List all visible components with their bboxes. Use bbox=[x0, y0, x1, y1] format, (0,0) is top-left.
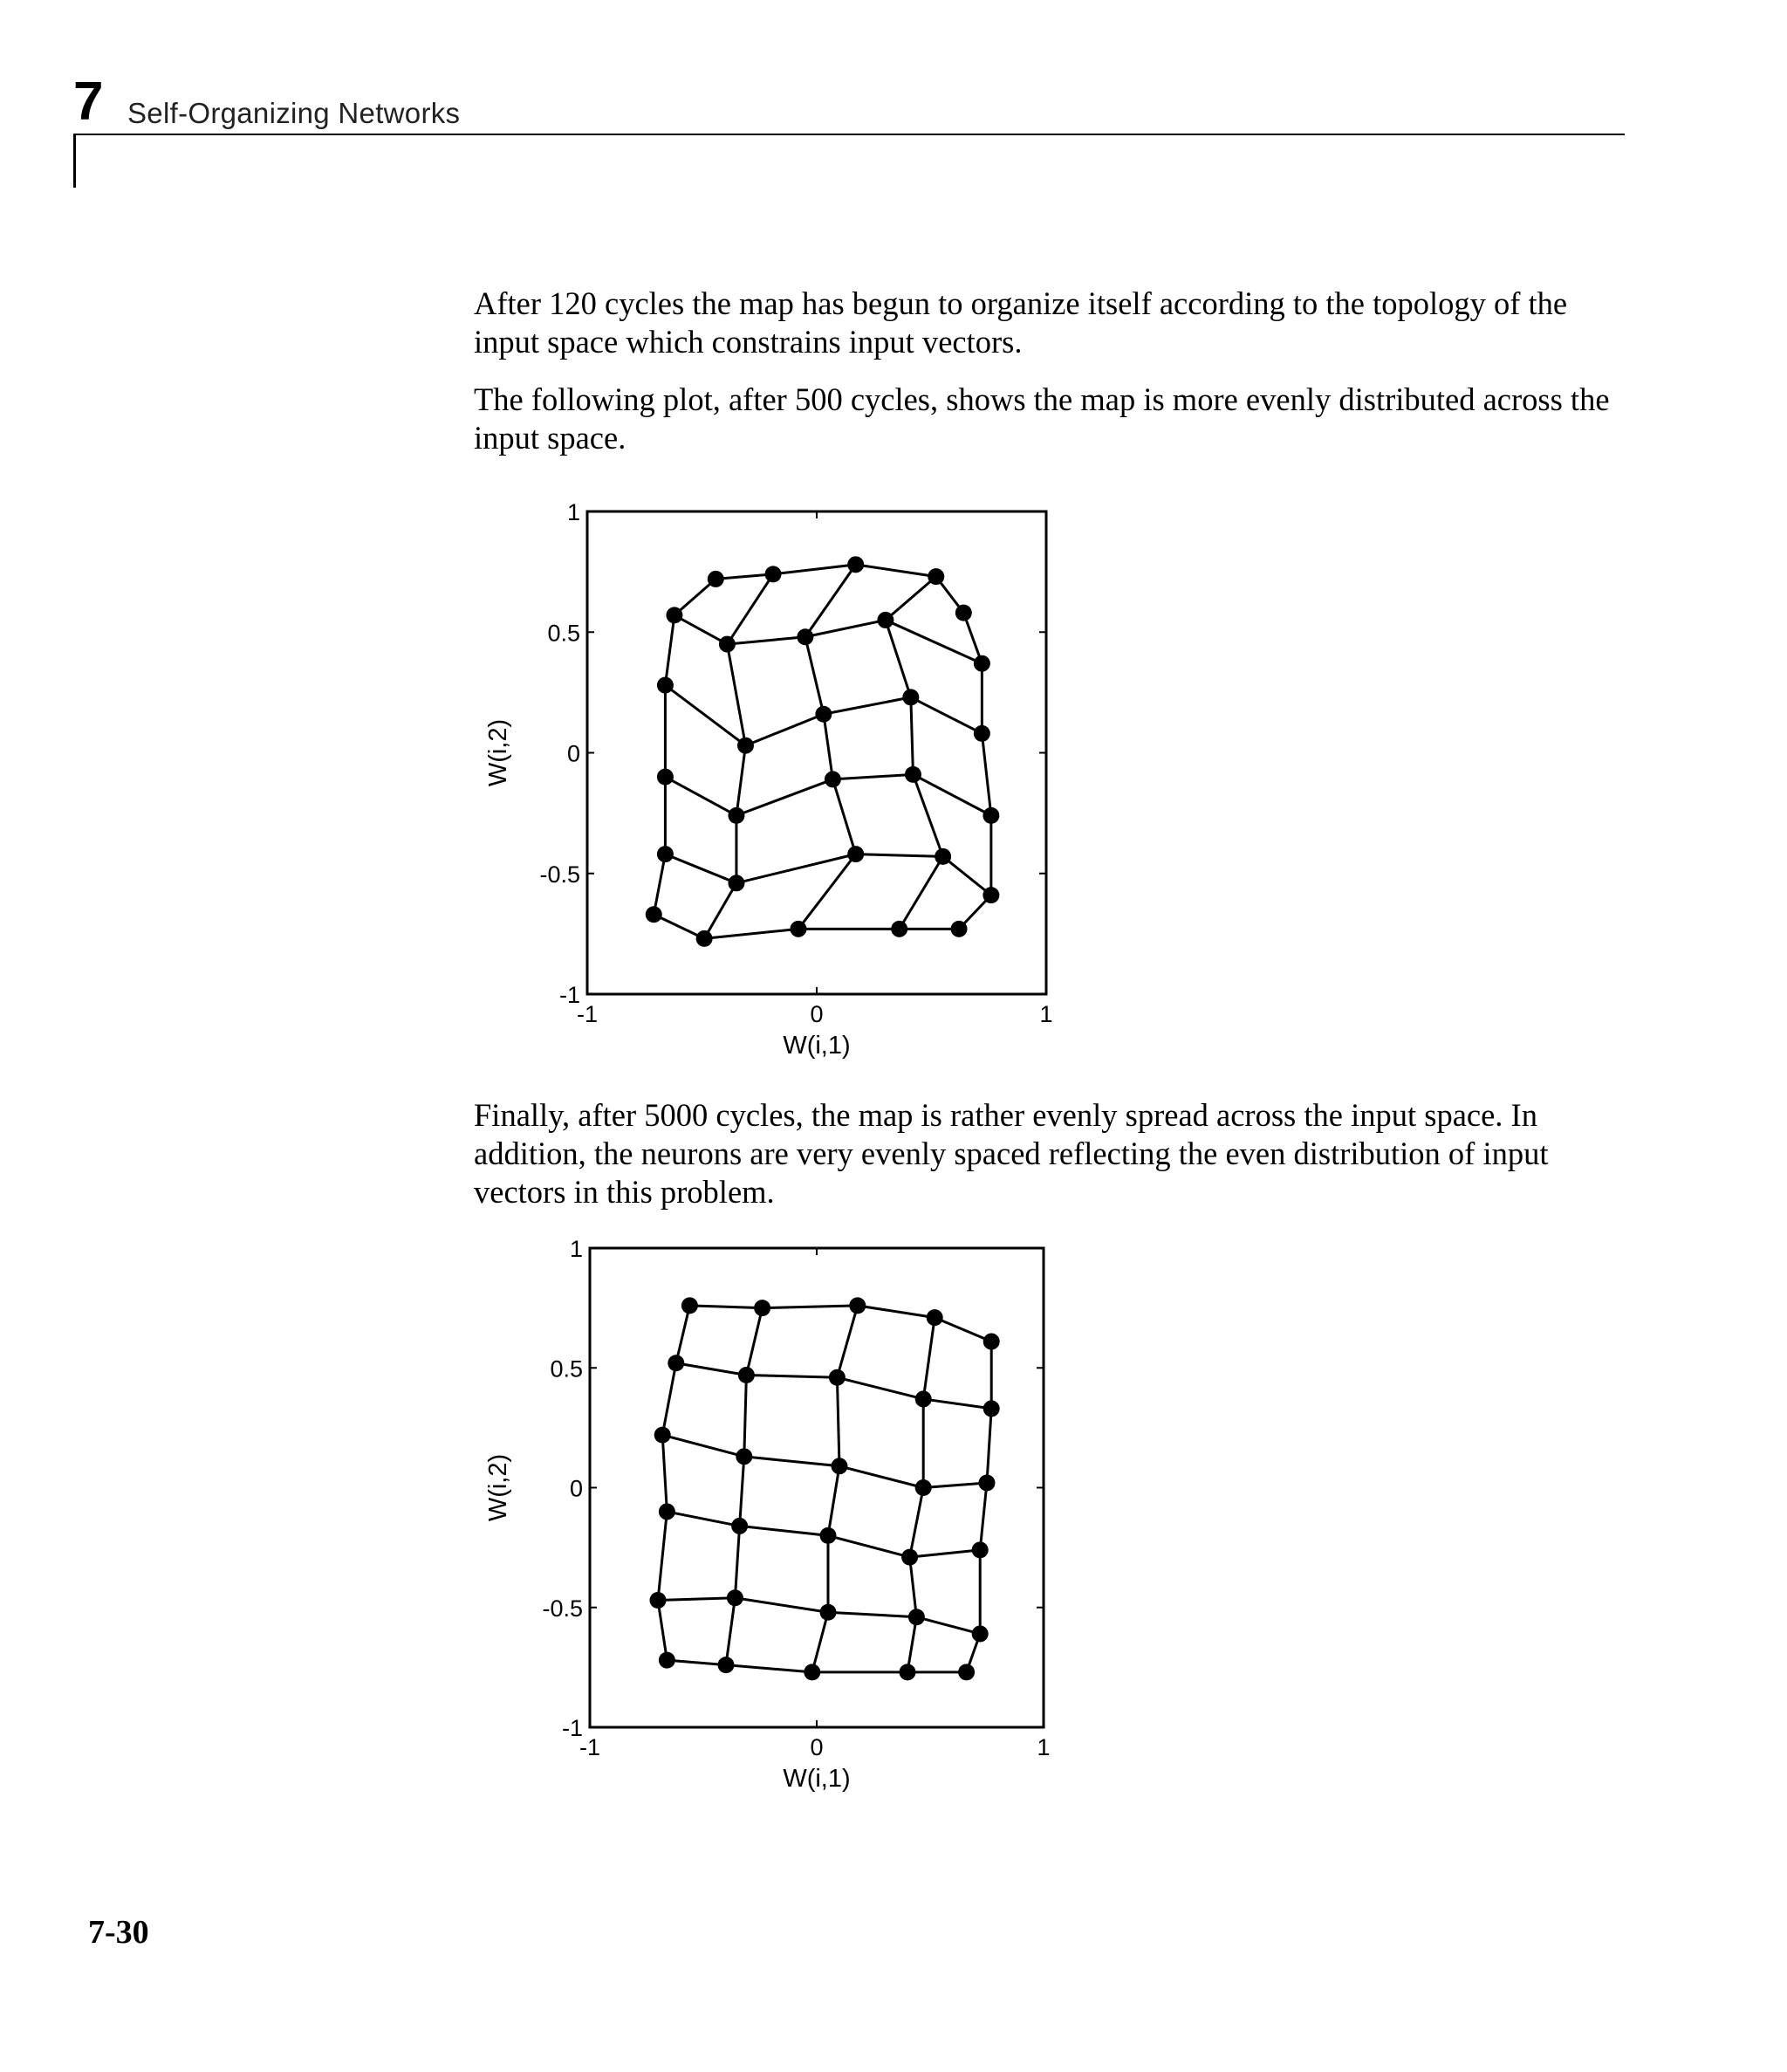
x-tick-label: -1 bbox=[576, 1001, 599, 1027]
som-edge bbox=[735, 1526, 739, 1597]
som-edge bbox=[916, 1617, 980, 1634]
som-neuron bbox=[877, 612, 894, 628]
som-edge bbox=[727, 574, 773, 644]
som-chart-5000 bbox=[471, 1229, 1099, 1822]
som-neuron bbox=[659, 1652, 675, 1669]
x-tick-label: -1 bbox=[579, 1734, 601, 1760]
som-edge bbox=[910, 1550, 981, 1557]
som-edge bbox=[832, 779, 855, 854]
som-neuron bbox=[902, 689, 919, 705]
som-neuron bbox=[727, 1589, 743, 1606]
som-edge bbox=[667, 1512, 739, 1526]
som-neuron bbox=[972, 1625, 989, 1642]
som-edge bbox=[658, 1601, 667, 1661]
y-axis-label: W(i,2) bbox=[484, 1453, 512, 1522]
som-edge bbox=[832, 774, 913, 779]
som-neuron bbox=[825, 771, 841, 787]
som-neuron bbox=[696, 930, 713, 947]
som-neuron bbox=[983, 1334, 1000, 1350]
som-edge bbox=[727, 644, 745, 745]
som-neuron bbox=[657, 677, 674, 694]
som-edge bbox=[980, 1483, 987, 1550]
som-neuron bbox=[797, 628, 813, 645]
som-neuron bbox=[804, 1664, 820, 1680]
som-edge bbox=[828, 1535, 910, 1557]
som-edge bbox=[744, 1457, 839, 1466]
som-neuron bbox=[901, 1549, 918, 1566]
som-edge bbox=[900, 856, 943, 929]
som-edge bbox=[886, 620, 911, 696]
som-neuron bbox=[681, 1297, 698, 1314]
som-neuron bbox=[736, 1448, 752, 1465]
som-neuron bbox=[935, 848, 951, 865]
paragraph-500-cycles: The following plot, after 500 cycles, shows the map is more evenly distributed across the input space. bbox=[474, 381, 1610, 456]
som-edge bbox=[911, 697, 983, 733]
som-edge bbox=[746, 1308, 762, 1376]
som-neuron bbox=[790, 921, 806, 937]
som-edge bbox=[746, 1375, 837, 1377]
som-edge bbox=[982, 733, 991, 815]
som-neuron bbox=[815, 706, 832, 723]
som-edge bbox=[923, 1483, 987, 1487]
som-neuron bbox=[928, 568, 944, 585]
som-edge bbox=[837, 1377, 923, 1399]
som-neuron bbox=[765, 566, 782, 582]
som-edge bbox=[923, 1399, 991, 1409]
som-edge bbox=[773, 565, 856, 574]
som-edge bbox=[910, 1557, 917, 1617]
som-neuron bbox=[820, 1527, 837, 1544]
som-edge bbox=[665, 777, 736, 815]
x-tick-label: 0 bbox=[810, 1734, 824, 1760]
x-axis-label: W(i,1) bbox=[783, 1032, 851, 1060]
som-edge bbox=[824, 714, 833, 779]
som-edge bbox=[911, 697, 914, 774]
som-neuron bbox=[927, 1309, 943, 1326]
som-neuron bbox=[908, 1609, 925, 1625]
som-edge bbox=[740, 1457, 744, 1527]
som-edge bbox=[665, 615, 674, 685]
som-edge bbox=[704, 929, 798, 938]
som-neuron bbox=[728, 807, 744, 824]
som-neuron bbox=[820, 1604, 837, 1621]
som-edge bbox=[735, 1598, 828, 1612]
page-number: 7-30 bbox=[88, 1914, 149, 1951]
som-neuron bbox=[731, 1518, 748, 1534]
som-edge bbox=[662, 1435, 667, 1512]
y-tick-label: -1 bbox=[558, 982, 580, 1008]
som-edge bbox=[736, 779, 832, 815]
som-edge bbox=[740, 1526, 828, 1535]
som-neuron bbox=[718, 1657, 735, 1673]
som-neuron bbox=[974, 725, 990, 742]
som-edge bbox=[837, 1377, 839, 1466]
som-neuron bbox=[847, 846, 864, 862]
som-edge bbox=[662, 1435, 744, 1457]
som-neuron bbox=[905, 766, 921, 783]
som-edge bbox=[689, 1306, 762, 1308]
som-neuron bbox=[666, 607, 682, 623]
som-edge bbox=[837, 1306, 857, 1377]
som-neuron bbox=[983, 1400, 1000, 1417]
som-neuron bbox=[955, 605, 972, 621]
som-edge bbox=[805, 620, 886, 636]
som-edge bbox=[856, 565, 936, 577]
som-neuron bbox=[668, 1355, 684, 1371]
som-edge bbox=[923, 1318, 935, 1399]
som-neuron bbox=[646, 906, 662, 923]
som-neuron bbox=[974, 655, 990, 672]
y-tick-label: -1 bbox=[561, 1715, 583, 1741]
som-edge bbox=[665, 854, 736, 883]
som-neuron bbox=[979, 1475, 996, 1492]
header-margin-tick bbox=[73, 134, 76, 188]
y-tick-label: 0 bbox=[569, 1475, 583, 1502]
x-tick-label: 1 bbox=[1037, 1734, 1051, 1760]
chapter-title: Self-Organizing Networks bbox=[127, 97, 461, 129]
som-edge bbox=[726, 1665, 812, 1672]
som-edge bbox=[935, 1318, 991, 1341]
som-neuron bbox=[659, 1503, 675, 1520]
som-neuron bbox=[847, 556, 864, 573]
som-neuron bbox=[983, 887, 999, 903]
som-neuron bbox=[849, 1297, 866, 1314]
y-axis-label: W(i,2) bbox=[484, 718, 512, 787]
som-edge bbox=[907, 1617, 916, 1672]
som-neuron bbox=[738, 1367, 755, 1383]
som-neuron bbox=[983, 807, 999, 824]
y-tick-label: 0 bbox=[566, 740, 580, 767]
som-neuron bbox=[915, 1479, 932, 1496]
x-axis-label: W(i,1) bbox=[783, 1765, 851, 1793]
som-neuron bbox=[832, 1458, 848, 1474]
y-tick-label: 1 bbox=[569, 1236, 583, 1262]
y-tick-label: 0.5 bbox=[547, 620, 580, 647]
som-edge bbox=[812, 1612, 828, 1672]
som-edge bbox=[745, 714, 823, 745]
som-neuron bbox=[958, 1664, 975, 1680]
som-edge bbox=[856, 854, 943, 857]
som-neuron bbox=[654, 1427, 671, 1444]
som-neuron bbox=[891, 921, 907, 937]
som-edge bbox=[828, 1466, 839, 1536]
som-edge bbox=[824, 697, 911, 714]
som-neuron bbox=[972, 1541, 989, 1558]
som-neuron bbox=[737, 738, 754, 754]
som-edge bbox=[828, 1612, 916, 1616]
paragraph-120-cycles: After 120 cycles the map has begun to organize itself according to the topology of the input space which constrains input vectors. bbox=[474, 285, 1568, 360]
som-edge bbox=[654, 915, 704, 939]
som-edge bbox=[839, 1466, 923, 1488]
paragraph-5000-cycles: Finally, after 5000 cycles, the map is rather evenly spread across the input space. In addition, the neurons are very evenly spaced reflecting the even distribution of input vectors in this problem. bbox=[474, 1097, 1549, 1210]
som-edge bbox=[805, 565, 856, 637]
y-tick-label: 1 bbox=[566, 499, 580, 525]
som-edge bbox=[658, 1598, 735, 1601]
plot-500-cycles bbox=[471, 489, 1099, 1082]
som-edge bbox=[676, 1363, 747, 1376]
y-tick-label: -0.5 bbox=[542, 1595, 583, 1622]
som-chart-500 bbox=[471, 489, 1099, 1082]
som-neuron bbox=[951, 921, 968, 937]
som-edge bbox=[715, 574, 773, 580]
som-edge bbox=[886, 577, 936, 621]
som-edge bbox=[654, 854, 665, 915]
som-edge bbox=[667, 1660, 726, 1664]
plot-5000-cycles bbox=[471, 1229, 1099, 1822]
chapter-number: 7 bbox=[73, 72, 104, 132]
header-rule bbox=[73, 134, 1625, 135]
som-neuron bbox=[650, 1592, 667, 1609]
x-tick-label: 0 bbox=[810, 1001, 824, 1027]
som-neuron bbox=[829, 1369, 846, 1386]
som-edge bbox=[858, 1306, 935, 1318]
som-edge bbox=[662, 1363, 676, 1435]
som-edge bbox=[704, 883, 736, 939]
som-neuron bbox=[719, 636, 736, 653]
som-edge bbox=[665, 685, 745, 745]
som-edge bbox=[987, 1409, 991, 1483]
som-neuron bbox=[915, 1390, 932, 1407]
x-tick-label: 1 bbox=[1039, 1001, 1053, 1027]
som-neuron bbox=[708, 571, 724, 587]
som-neuron bbox=[900, 1664, 916, 1680]
som-edge bbox=[943, 856, 991, 895]
som-neuron bbox=[754, 1300, 770, 1316]
y-tick-label: 0.5 bbox=[550, 1355, 583, 1382]
som-edge bbox=[726, 1598, 735, 1665]
som-edge bbox=[763, 1306, 858, 1308]
som-neuron bbox=[657, 769, 674, 786]
som-neuron bbox=[657, 846, 674, 862]
som-edge bbox=[658, 1512, 667, 1601]
y-tick-label: -0.5 bbox=[539, 861, 580, 888]
som-edge bbox=[736, 745, 746, 815]
som-neuron bbox=[728, 875, 744, 891]
som-edge bbox=[910, 1488, 924, 1558]
som-edge bbox=[676, 1306, 690, 1363]
som-edge bbox=[744, 1375, 747, 1456]
som-edge bbox=[727, 637, 804, 644]
som-edge bbox=[674, 615, 727, 644]
som-edge bbox=[805, 637, 824, 714]
